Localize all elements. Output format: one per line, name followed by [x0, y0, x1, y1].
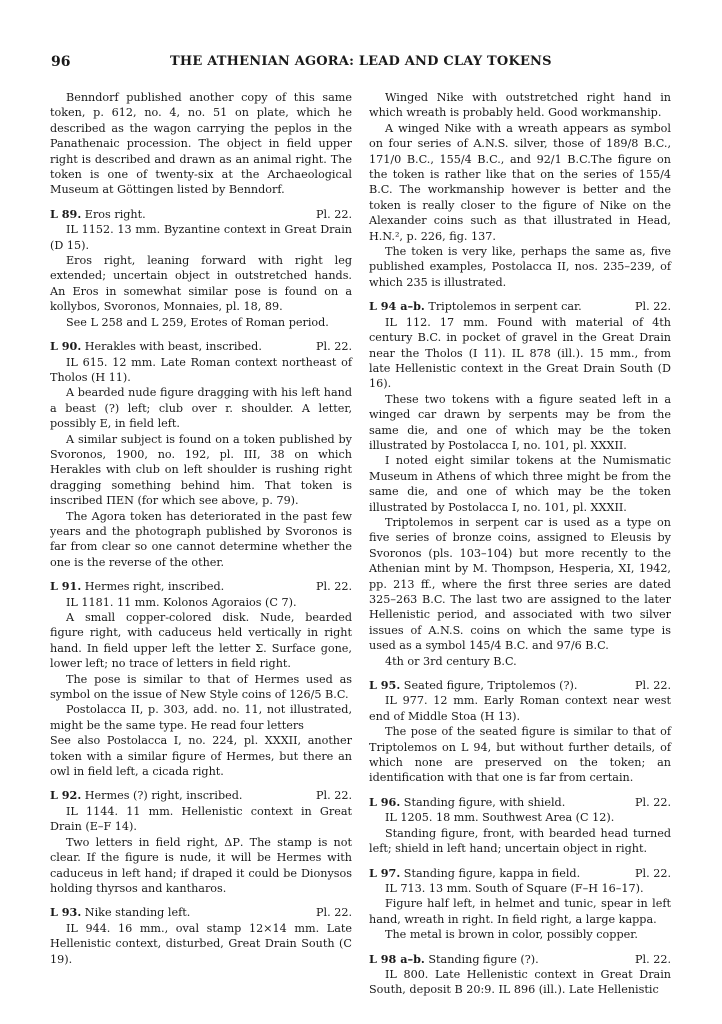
entry-paragraph: The metal is brown in color, possibly copper.: [385, 928, 638, 942]
plate-ref: Pl. 22.: [634, 952, 671, 966]
entry-title: Standing figure (?).: [428, 952, 539, 966]
entry-title: Standing figure, with shield.: [403, 795, 566, 809]
entry-title: Triptolemos in serpent car.: [428, 300, 582, 314]
entry-heading: [50, 207, 352, 222]
entry-paragraph: Eros right, leaning forward with right leg extended; uncertain object in outstretched hands. An Eros in somewhat similar pose is found on a kollybos, Svoronos, Monnaies, pl. 18, 89.: [50, 254, 352, 314]
continuation-paragraph: A winged Nike with a wreath appears as symbol on four series of A.N.S. silver, those of 189/8 B.C., 171/0 B.C., 155/4 B.C., and 92/1 B.C.The figure on the token is rather like that on the series of 155/4 B.C. The workmanship however is better and the token is really closer to the figure of Nike on the Alexander coins such as that illustrated in Head, H.N.², p. 226, fig. 137.: [369, 121, 671, 243]
plate-ref: Pl. 22.: [315, 906, 352, 920]
plate-ref: Pl. 22.: [315, 789, 352, 803]
entry-paragraph: IL 1205. 18 mm. Southwest Area (C 12).: [385, 811, 615, 825]
entry-paragraph: I noted eight similar tokens at the Numismatic Museum in Athens of which three might be from the same die, and one of which may be the token illustrated by Postolacca I, no. 101, pl. XXXII.: [369, 454, 671, 514]
entry-number: L 98 a–b.: [369, 951, 425, 966]
plate-ref: Pl. 22.: [634, 795, 671, 809]
entry-paragraph: A bearded nude figure dragging with his left hand a beast (?) left; club over r. shoulder. A letter, possibly E, in field left.: [50, 386, 352, 431]
plate-ref: Pl. 22.: [634, 300, 671, 314]
entry-heading: [369, 952, 671, 967]
entry-number: L 92.: [50, 788, 82, 803]
plate-ref: Pl. 22.: [634, 679, 671, 693]
entry-l91: [50, 579, 352, 779]
entry-title: Hermes right, inscribed.: [84, 580, 225, 594]
entry-paragraph: IL 112. 17 mm. Found with material of 4th century B.C. in pocket of gravel in the Great Drain near the Tholos (I 11). IL 878 (ill.). 15 mm., from late Hellenistic context in the Great Drain South (D 16).: [369, 315, 671, 391]
entry-l94: [369, 299, 671, 669]
plate-ref: Pl. 22.: [315, 340, 352, 354]
entry-heading: [369, 866, 671, 881]
entry-number: L 89.: [50, 206, 82, 221]
entry-number: L 91.: [50, 579, 82, 594]
entry-paragraph: IL 800. Late Hellenistic context in Great Drain South, deposit B 20:9. IL 896 (ill.). Late Hellenistic: [369, 967, 671, 997]
entry-l95: [369, 678, 671, 786]
entry-paragraph: IL 615. 12 mm. Late Roman context northeast of Tholos (H 11).: [50, 355, 352, 384]
entry-l96: [369, 795, 671, 857]
entry-l97: [369, 866, 671, 943]
left-column: [50, 90, 352, 967]
entry-title: Seated figure, Triptolemos (?).: [403, 679, 578, 693]
entry-l98: [369, 952, 671, 998]
entry-title: Nike standing left.: [84, 906, 191, 920]
entry-l93: [50, 905, 352, 967]
entry-paragraph: IL 944. 16 mm., oval stamp 12×14 mm. Late Hellenistic context, disturbed, Great Drain South (C 19).: [50, 921, 352, 966]
plate-ref: Pl. 22.: [315, 580, 352, 594]
entry-paragraph: These two tokens with a figure seated left in a winged car drawn by serpents may be from the same die, and one of which may be the token illustrated by Postolacca I, no. 101, pl. XXXII.: [369, 392, 671, 452]
entry-number: L 96.: [369, 794, 401, 809]
plate-ref: Pl. 22.: [315, 207, 352, 221]
entry-heading: [369, 795, 671, 810]
entry-paragraph: 4th or 3rd century B.C.: [385, 654, 517, 668]
entry-paragraph: The pose is similar to that of Hermes used as symbol on the issue of New Style coins of 126/5 B.C.: [50, 672, 352, 702]
entry-title: Eros right.: [84, 207, 146, 221]
plate-ref: Pl. 22.: [634, 866, 671, 880]
entry-heading: [50, 905, 352, 920]
entry-number: L 93.: [50, 905, 82, 920]
entry-paragraph: IL 1144. 11 mm. Hellenistic context in Great Drain (E–F 14).: [50, 804, 352, 834]
right-column: [369, 90, 671, 998]
entry-heading: [369, 678, 671, 693]
entry-paragraph: IL 1152. 13 mm. Byzantine context in Great Drain (D 15).: [50, 223, 352, 252]
entry-paragraph: Triptolemos in serpent car is used as a type on five series of bronze coins, assigned to Eleusis by Svoronos (pls. 103–104) but more recently to the Athenian mint by M. Thompson, Hesperia, XI, 1942, pp. 213 ff., where the first three series are dated 325–263 B.C. The last two are assigned to the later Hellenistic period, and associated with two silver issues of A.N.S. coins on which the same type is used as a symbol 145/4 B.C. and 97/6 B.C.: [369, 515, 671, 653]
entry-heading: [50, 579, 352, 594]
entry-paragraph: Two letters in field right, ΔΡ. The stamp is not clear. If the figure is nude, it will be Hermes with caduceus in left hand; if draped it could be Dionysos holding thyrsos and kantharos.: [50, 835, 352, 895]
entry-title: Standing figure, kappa in field.: [403, 866, 581, 880]
entry-paragraph: A similar subject is found on a token published by Svoronos, 1900, no. 192, pl. III, 38 on which Herakles with club on left shoulder is rushing right dragging something behind him. That token is inscribed ΠΕΝ (for which see above, p. 79).: [50, 432, 352, 508]
entry-paragraph: IL 977. 12 mm. Early Roman context near west end of Middle Stoa (H 13).: [369, 694, 671, 723]
entry-paragraph: The Agora token has deteriorated in the past few years and the photograph published by Svoronos is far from clear so one cannot determine whether the one is the reverse of the other.: [50, 509, 352, 569]
entry-paragraph: Postolacca II, p. 303, add. no. 11, not illustrated, might be the same type. He read four letters: [50, 703, 352, 732]
entry-paragraph: IL 713. 13 mm. South of Square (F–H 16–17).: [385, 881, 644, 895]
entry-paragraph: Figure half left, in helmet and tunic, spear in left hand, wreath in right. In field right, a large kappa.: [369, 897, 671, 926]
entry-heading: [50, 339, 352, 354]
entry-number: L 90.: [50, 339, 82, 354]
entry-title: Hermes (?) right, inscribed.: [84, 789, 243, 803]
running-title: THE ATHENIAN AGORA: LEAD AND CLAY TOKENS: [170, 54, 552, 69]
entry-heading: [369, 299, 671, 314]
entry-number: L 94 a–b.: [369, 299, 425, 314]
entry-number: L 97.: [369, 865, 401, 880]
entry-paragraph: The pose of the seated figure is similar to that of Triptolemos on L 94, but without further details, of which none are preserved on the token; an identification with that one is far from certain.: [369, 725, 671, 785]
entry-paragraph: See L 258 and L 259, Erotes of Roman period.: [66, 315, 329, 329]
entry-heading: [50, 788, 352, 803]
continuation-paragraph: The token is very like, perhaps the same as, five published examples, Postolacca II, nos. 235–239, of which 235 is illustrated.: [369, 245, 671, 289]
entry-l90: [50, 339, 352, 570]
entry-paragraph: Standing figure, front, with bearded head turned left; shield in left hand; uncertain object in right.: [369, 826, 671, 856]
entry-paragraph: See also Postolacca I, no. 224, pl. XXXII, another token with a similar figure of Hermes, but there an owl in field left, a cicada right.: [50, 734, 352, 779]
entry-paragraph: A small copper-colored disk. Nude, bearded figure right, with caduceus held vertically in right hand. In field upper left the letter Σ. Surface gone, lower left; no trace of letters in field right.: [50, 611, 352, 671]
intro-paragraph: Benndorf published another copy of this same token, p. 612, no. 4, no. 51 on plate, which he described as the wagon carrying the peplos in the Panathenaic procession. The object in field upper right is described and drawn as an animal right. The token is one of twenty-six at the Archaeological Museum at Göttingen listed by Benndorf.: [50, 91, 352, 197]
entry-title: Herakles with beast, inscribed.: [84, 340, 262, 354]
entry-l89: [50, 207, 352, 330]
continuation-paragraph: Winged Nike with outstretched right hand in which wreath is probably held. Good workmanship.: [369, 91, 671, 120]
page-number: 96: [51, 54, 71, 70]
entry-number: L 95.: [369, 678, 401, 693]
entry-paragraph: IL 1181. 11 mm. Kolonos Agoraios (C 7).: [66, 595, 297, 609]
entry-l92: [50, 788, 352, 896]
